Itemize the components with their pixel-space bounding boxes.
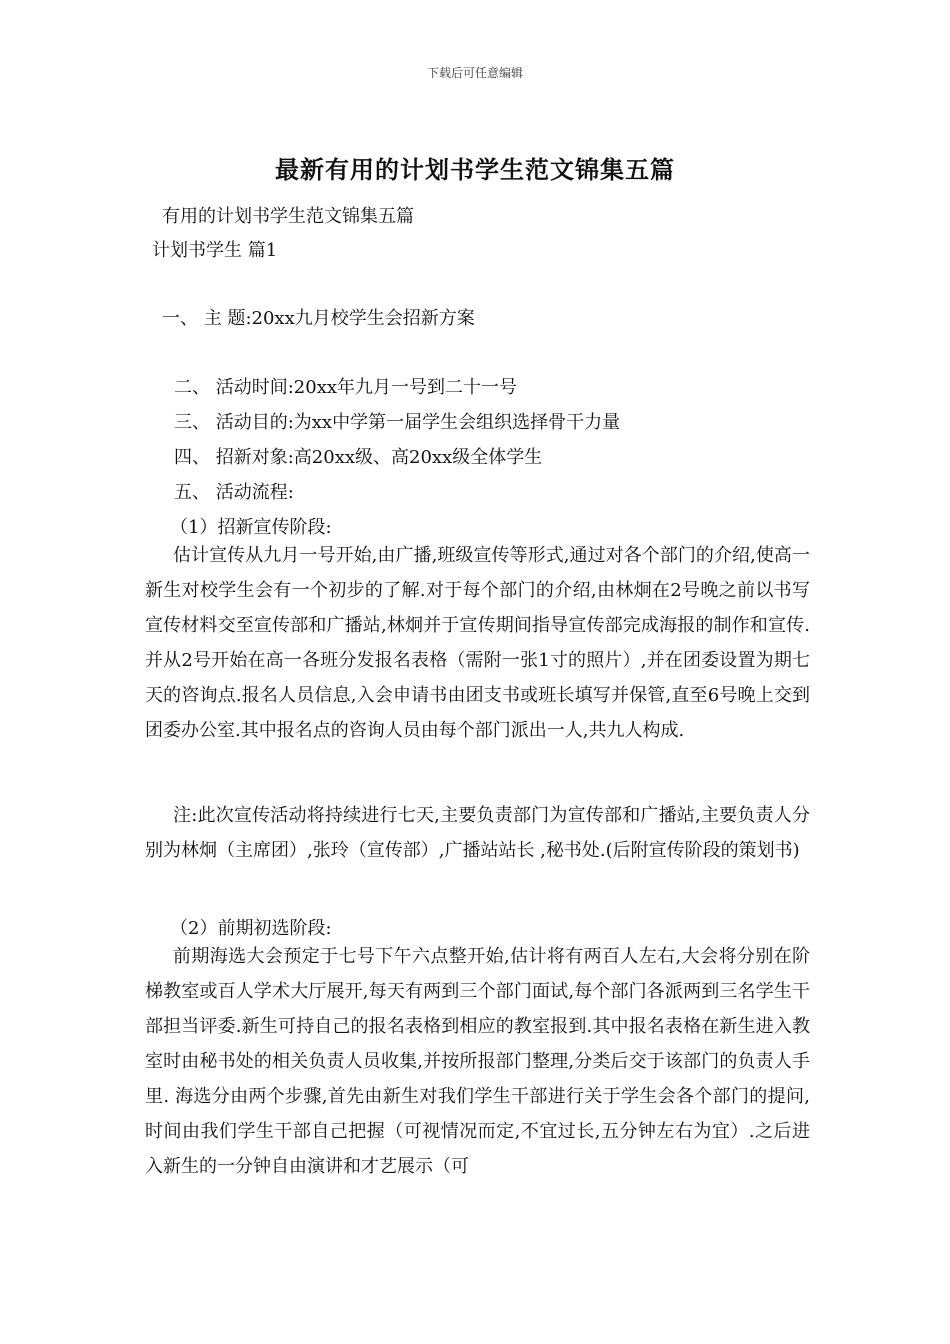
list-item: 一、 主 题:20xx九月校学生会招新方案 <box>162 308 475 329</box>
paragraph: 注:此次宣传活动将持续进行七天,主要负责部门为宣传部和广播站,主要负责人分别为林炯（主席团）,张玲（宣传部）,广播站站长 ,秘书处.(后附宣传阶段的策划书) <box>145 805 810 861</box>
list-item: 五、 活动流程: <box>174 482 294 503</box>
paragraph: 前期海选大会预定于七号下午六点整开始,估计将有两百人左右,大会将分别在阶梯教室或百人学术大厅展开,每天有两到三个部门面试,每个部门各派两到三名学生干部担当评委.新生可持自己的报名表格到相应的教室报到.其中报名表格在新生进入教室时由秘书处的相关负责人员收集,并按所报部门整理,分类后交于该部门的负责人手里. 海选分由两个步骤,首先由新生对我们学生干部进行关于学生会各个部门的提问,时间由我们学生干部自己把握（可视情况而定,不宜过长,五分钟左右为宜）.之后进入新生的一分钟自由演讲和才艺展示（可 <box>145 946 810 1177</box>
list-item: 三、 活动目的:为xx中学第一届学生会组织选择骨干力量 <box>174 412 621 433</box>
list-item: 二、 活动时间:20xx年九月一号到二十一号 <box>174 377 517 398</box>
paragraph: 估计宣传从九月一号开始,由广播,班级宣传等形式,通过对各个部门的介绍,使高一新生对校学生会有一个初步的了解.对于每个部门的介绍,由林炯在2号晚之前以书写宣传材料交至宣传部和广播站,林炯并于宣传期间指导宣传部完成海报的制作和宣传.并从2号开始在高一各班分发报名表格（需附一张1寸的照片）,并在团委设置为期七天的咨询点.报名人员信息,入会申请书由团支书或班长填写并保管,直至6号晚上交到团委办公室.其中报名点的咨询人员由每个部门派出一人,共九人构成. <box>145 545 810 741</box>
header-note: 下载后可任意编辑 <box>426 66 523 80</box>
list-item: 四、 招新对象:高20xx级、高20xx级全体学生 <box>174 447 543 468</box>
stage-heading: （1）招新宣传阶段: <box>170 517 332 538</box>
section-heading: 计划书学生 篇1 <box>152 240 278 261</box>
stage-heading: （2）前期初选阶段: <box>170 918 332 939</box>
document-subtitle: 有用的计划书学生范文锦集五篇 <box>162 206 414 227</box>
document-title: 最新有用的计划书学生范文锦集五篇 <box>275 155 675 184</box>
